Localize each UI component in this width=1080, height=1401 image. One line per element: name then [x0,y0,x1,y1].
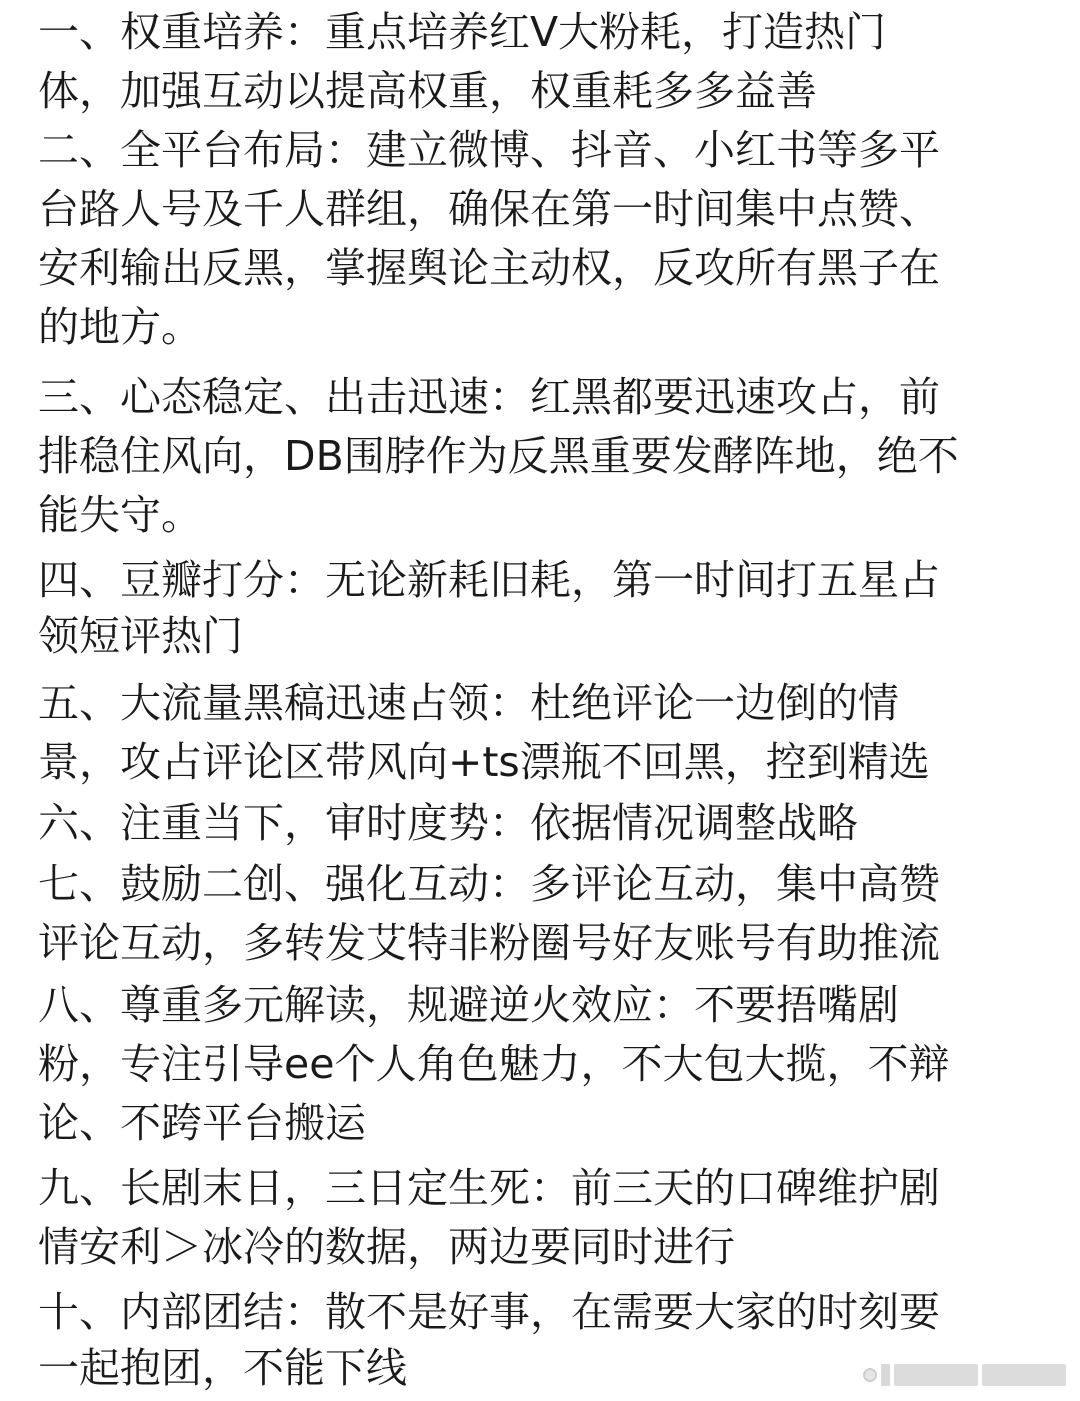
watermark-block [894,1364,978,1386]
text-line: 景，攻占评论区带风向+ts漂瓶不回黑，控到精选 [38,738,930,786]
text-line: 四、豆瓣打分：无论新耗旧耗，第一时间打五星占 [38,556,940,604]
text-line: 一、权重培养：重点培养红V大粉耗，打造热门 [38,8,887,56]
text-line: 能失守。 [38,491,202,539]
watermark-block [982,1364,1066,1386]
watermark-dot-icon [863,1368,877,1382]
text-line: 体，加强互动以提高权重，权重耗多多益善 [38,67,817,115]
text-line: 五、大流量黑稿迅速占领：杜绝评论一边倒的情 [38,679,899,727]
text-line: 九、长剧末日，三日定生死：前三天的口碑维护剧 [38,1164,940,1212]
text-line: 评论互动，多转发艾特非粉圈号好友账号有助推流 [38,919,940,967]
text-line: 粉，专注引导ee个人角色魅力，不大包大揽，不辩 [38,1040,950,1088]
watermark-bar [881,1364,890,1386]
text-line: 三、心态稳定、出击迅速：红黑都要迅速攻占，前 [38,373,940,421]
text-line: 情安利＞冰冷的数据，两边要同时进行 [38,1223,735,1271]
text-line: 排稳住风向，DB围脖作为反黑重要发酵阵地，绝不 [38,432,959,480]
text-line: 七、鼓励二创、强化互动：多评论互动，集中高赞 [38,860,940,908]
text-line: 的地方。 [38,303,202,351]
text-line: 台路人号及千人群组，确保在第一时间集中点赞、 [38,185,940,233]
text-line: 八、尊重多元解读，规避逆火效应：不要捂嘴剧 [38,981,899,1029]
watermark-logo [863,1361,1066,1389]
text-line: 六、注重当下，审时度势：依据情况调整战略 [38,799,858,847]
text-line: 安利输出反黑，掌握舆论主动权，反攻所有黑子在 [38,244,940,292]
text-line: 领短评热门 [38,612,243,660]
text-line: 十、内部团结：散不是好事，在需要大家的时刻要 [38,1288,940,1336]
text-line: 论、不跨平台搬运 [38,1099,366,1147]
text-line: 一起抱团，不能下线 [38,1344,407,1392]
text-line: 二、全平台布局：建立微博、抖音、小红书等多平 [38,126,940,174]
